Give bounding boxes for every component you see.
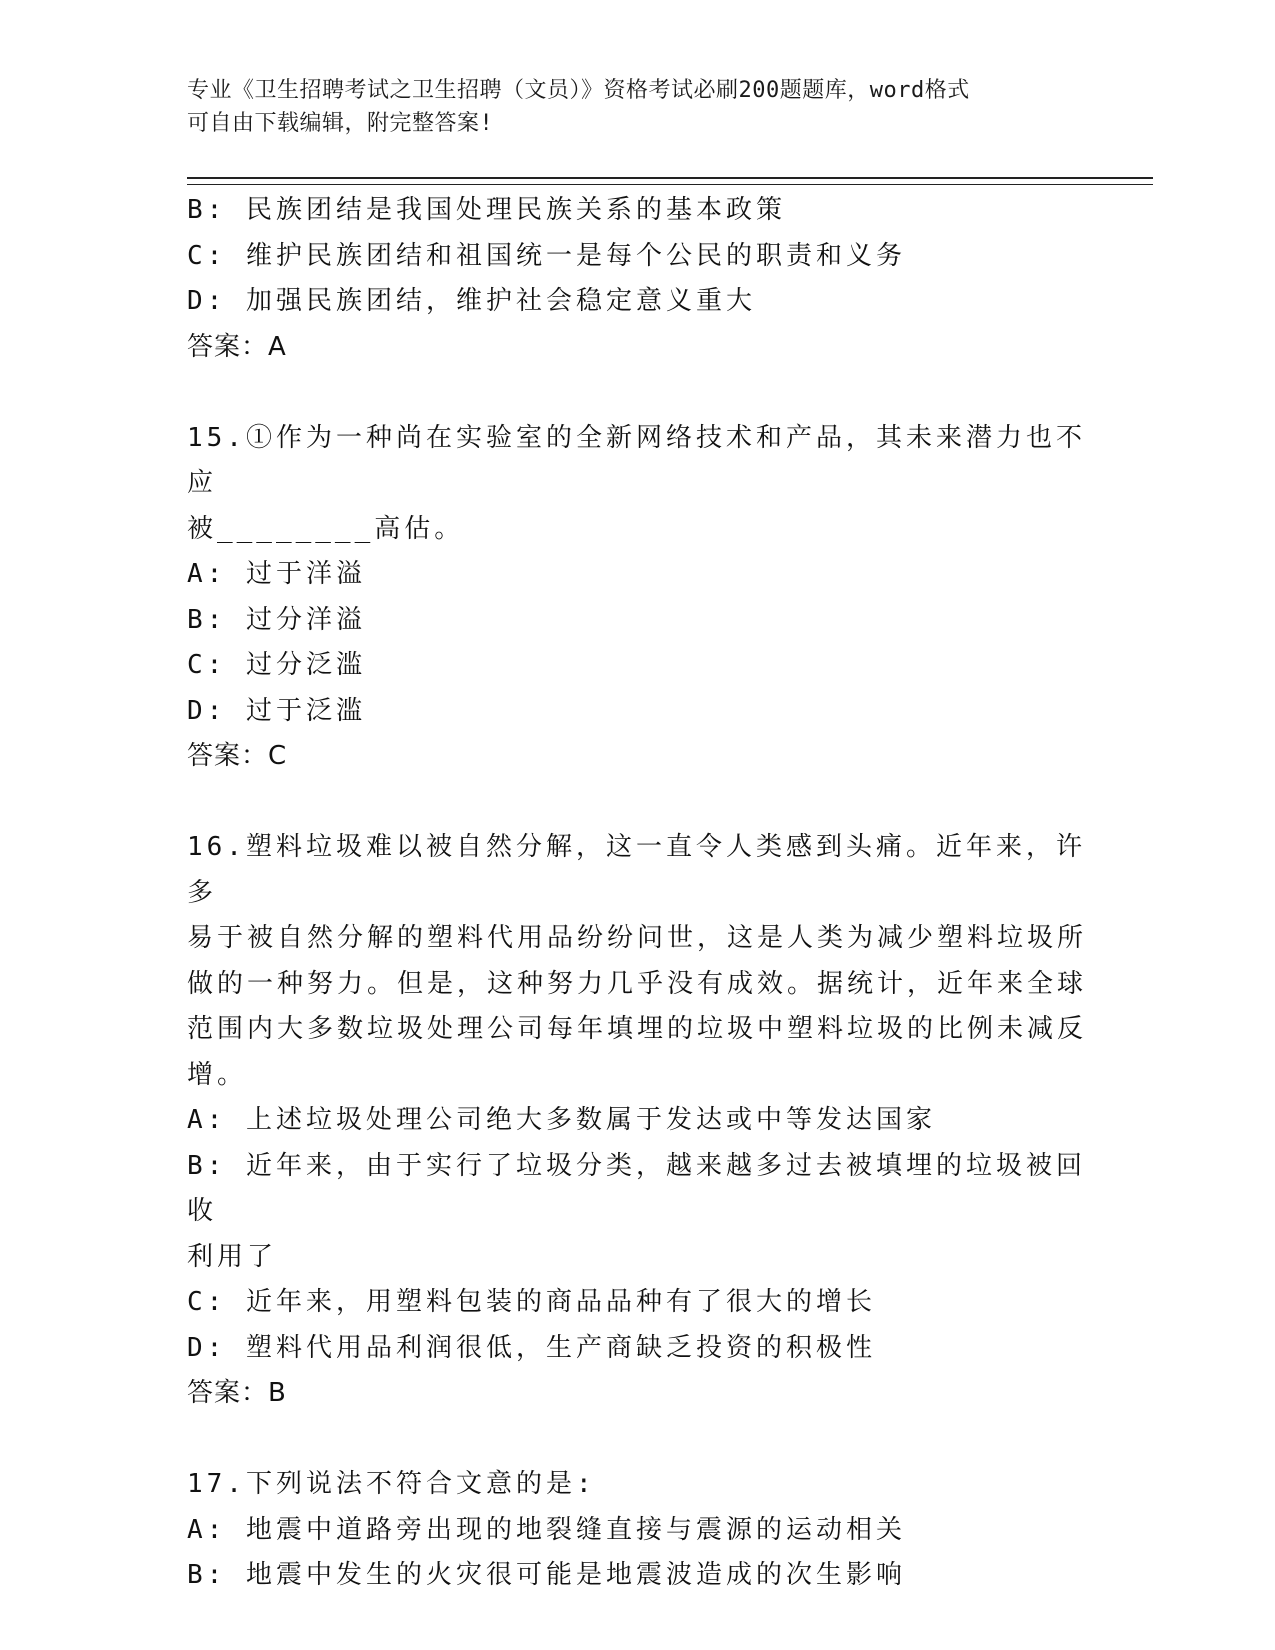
option-b: B: 地震中发生的火灾很可能是地震波造成的次生影响 xyxy=(187,1560,906,1590)
question-16 xyxy=(187,825,1087,1417)
question-gap xyxy=(187,1417,1087,1463)
option-c: C: 维护民族团结和祖国统一是每个公民的职责和义务 xyxy=(187,240,906,271)
option-c: C: 过分泛滥 xyxy=(187,650,366,680)
header-divider xyxy=(187,177,1153,185)
option-a: A: 上述垃圾处理公司绝大多数属于发达或中等发达国家 xyxy=(187,1105,936,1135)
document-header xyxy=(187,74,1087,140)
option-c: C: 近年来，用塑料包装的商品品种有了很大的增长 xyxy=(187,1287,876,1317)
option-b-continued: 利用了 xyxy=(187,1241,278,1272)
question-gap xyxy=(187,780,1087,826)
question-stem: 17.下列说法不符合文意的是: xyxy=(187,1469,596,1499)
option-d: D: 加强民族团结，维护社会稳定意义重大 xyxy=(187,286,756,316)
option-b: B: 民族团结是我国处理民族关系的基本政策 xyxy=(187,195,786,225)
header-line-2: 可自由下载编辑，附完整答案! xyxy=(187,111,494,136)
option-d: D: 过于泛滥 xyxy=(187,695,366,726)
answer: 答案：B xyxy=(187,1378,287,1408)
question-stem: 范围内大多数垃圾处理公司每年填埋的垃圾中塑料垃圾的比例未减反 xyxy=(187,1014,1088,1044)
question-stem: 易于被自然分解的塑料代用品纷纷问世，这是人类为减少塑料垃圾所 xyxy=(187,923,1088,953)
option-b: B: 过分洋溢 xyxy=(187,604,366,635)
document-body xyxy=(187,188,1087,1599)
question-14 xyxy=(187,188,1087,370)
header-line-1: 专业《卫生招聘考试之卫生招聘（文员）》资格考试必刷200题题库，word格式 xyxy=(187,78,970,103)
answer: 答案：C xyxy=(187,741,288,771)
option-a: A: 地震中道路旁出现的地裂缝直接与震源的运动相关 xyxy=(187,1514,906,1545)
question-17 xyxy=(187,1462,1087,1599)
option-d: D: 塑料代用品利润很低，生产商缺乏投资的积极性 xyxy=(187,1332,876,1363)
question-gap xyxy=(187,370,1087,416)
question-15 xyxy=(187,416,1087,780)
answer: 答案：A xyxy=(187,331,287,362)
question-stem: 被________高估。 xyxy=(187,513,465,544)
question-stem: 做的一种努力。但是，这种努力几乎没有成效。据统计，近年来全球 xyxy=(187,968,1088,999)
question-stem: 15.①作为一种尚在实验室的全新网络技术和产品，其未来潜力也不应 xyxy=(187,422,1086,498)
option-a: A: 过于洋溢 xyxy=(187,559,366,589)
question-stem: 增。 xyxy=(187,1059,248,1090)
option-b: B: 近年来，由于实行了垃圾分类，越来越多过去被填埋的垃圾被回收 xyxy=(187,1150,1086,1226)
question-stem: 16.塑料垃圾难以被自然分解，这一直令人类感到头痛。近年来，许多 xyxy=(187,832,1086,908)
